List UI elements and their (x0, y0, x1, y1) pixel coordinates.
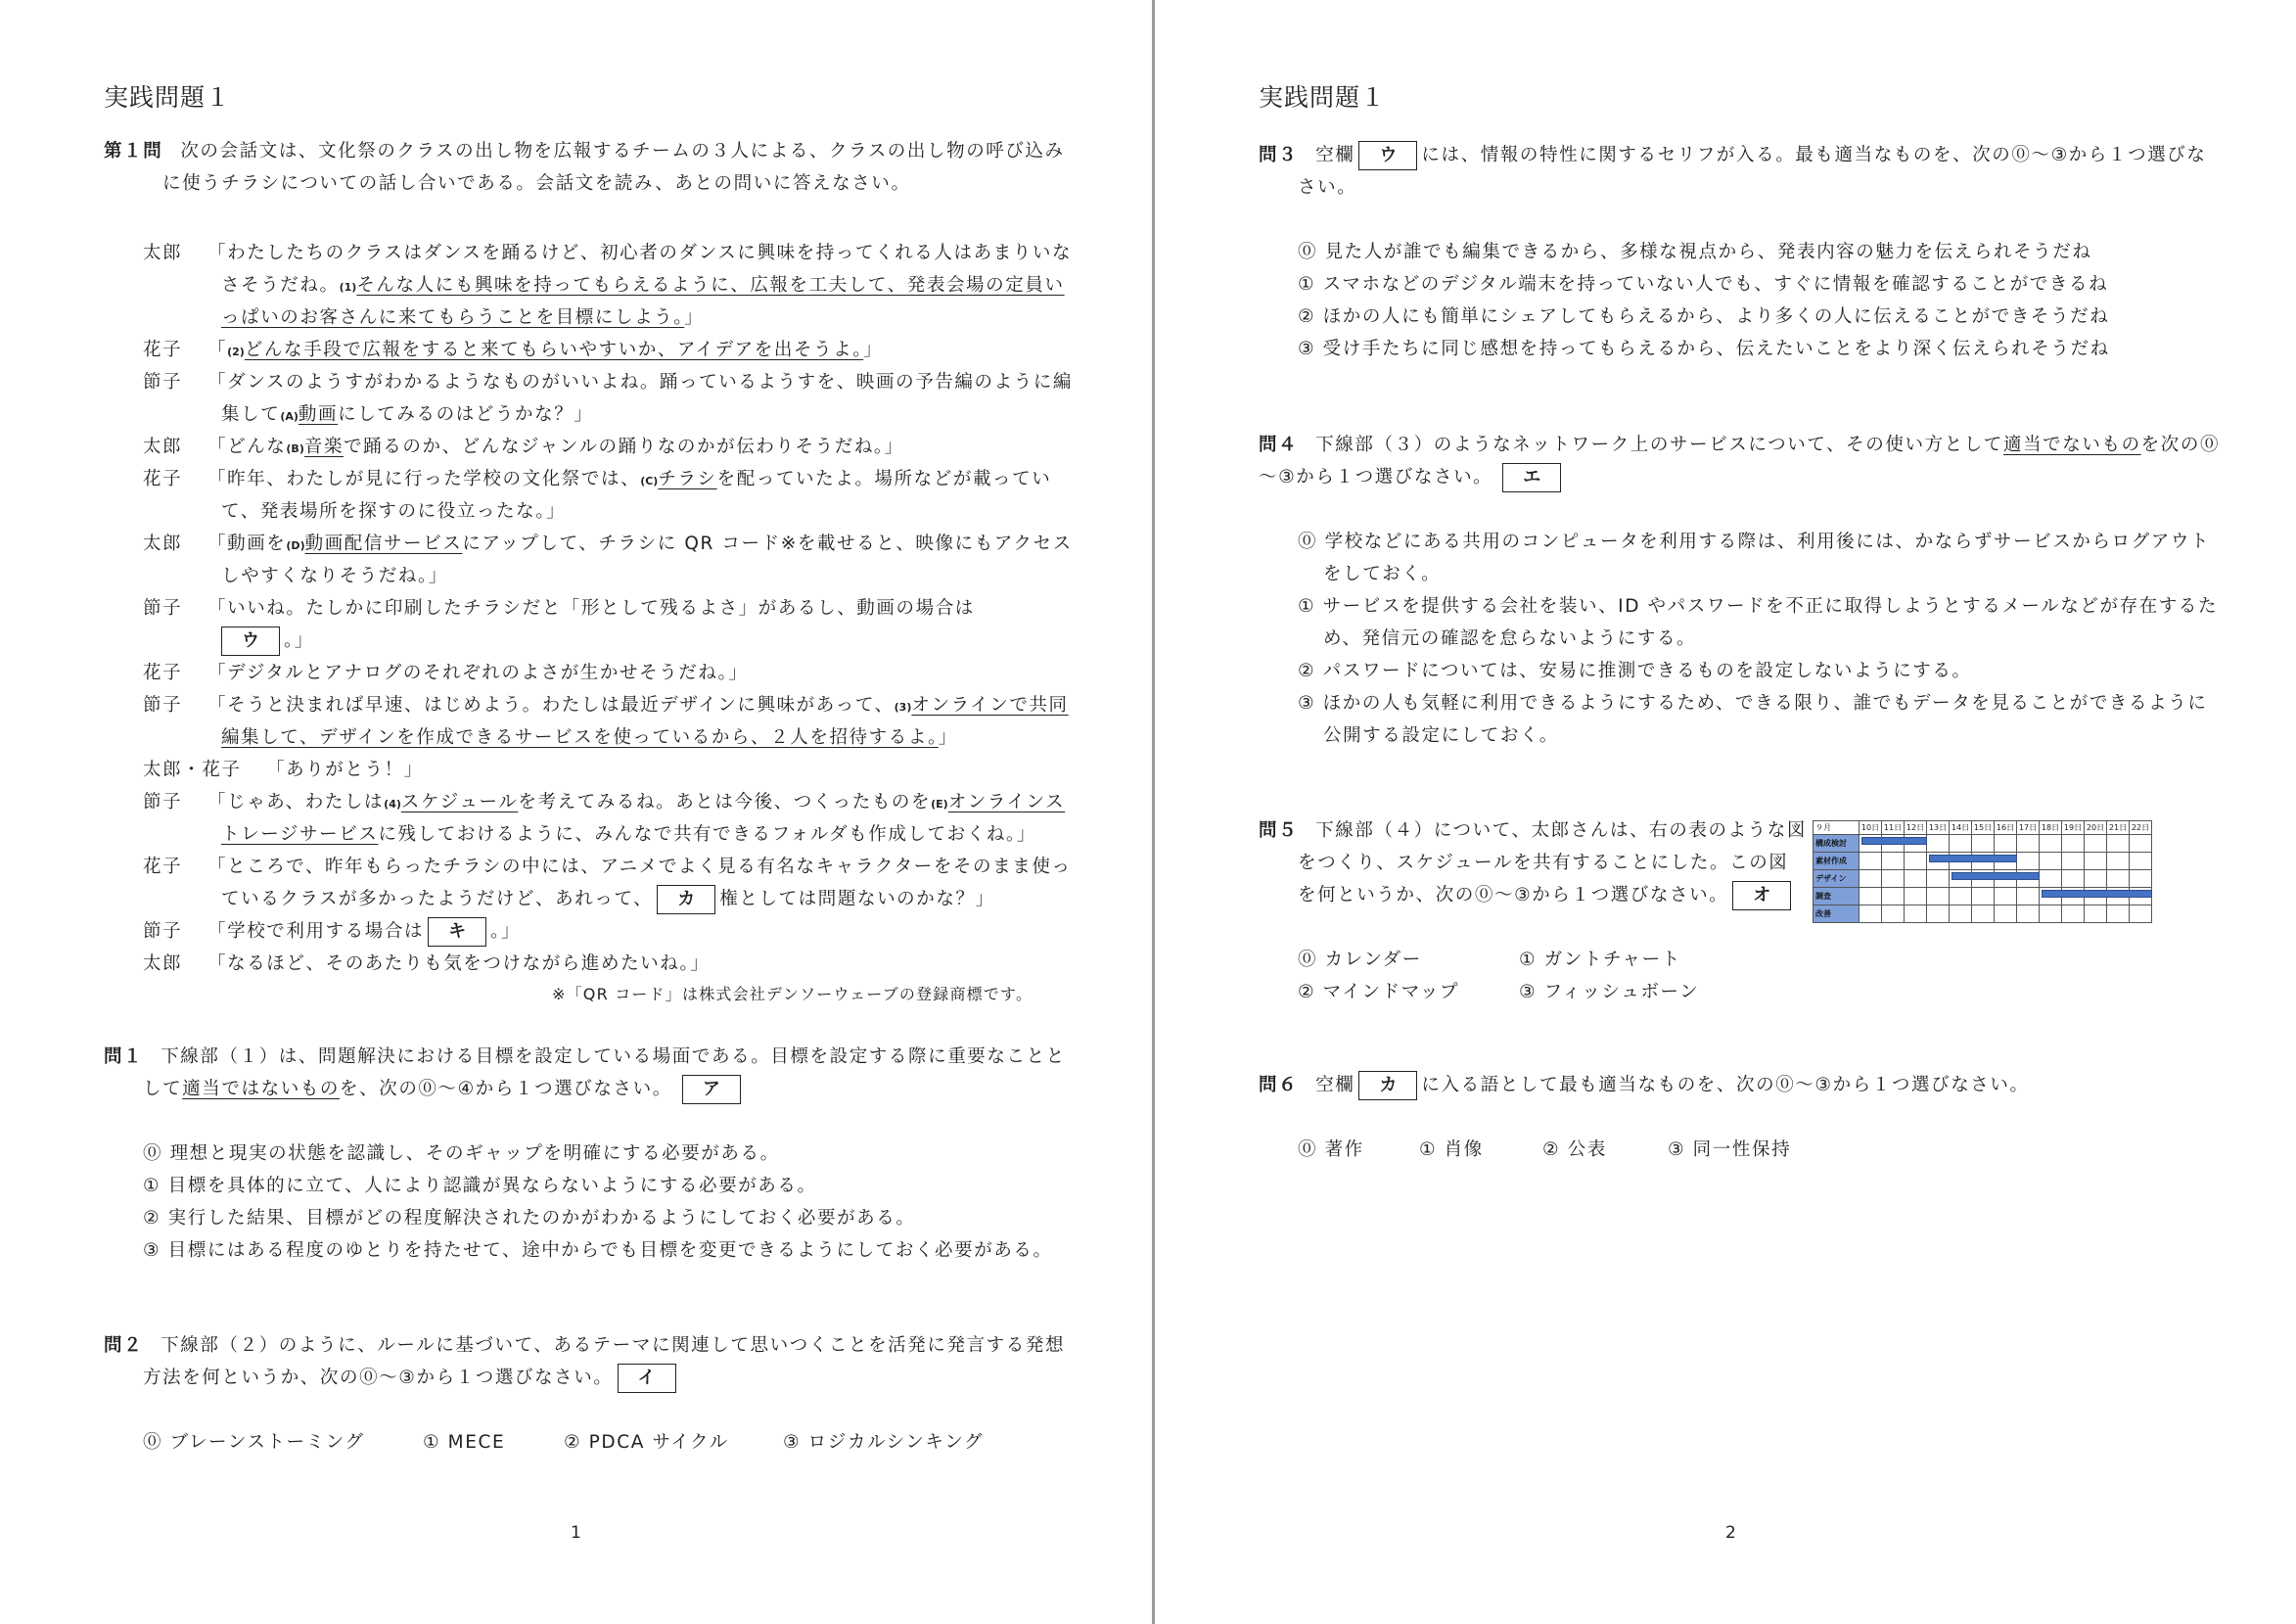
dialogue-speaker: 節子 (143, 792, 183, 812)
intro-line-1: 第１問 次の会話文は、文化祭のクラスの出し物を広報するチームの３人による、クラスの出し物の呼び込み (104, 141, 1065, 162)
dialogue-line: 「なるほど、そのあたりも気をつけながら進めたいね。」 (207, 953, 711, 974)
option-continuation: 公開する設定にしておく。 (1323, 725, 1559, 746)
dialogue-line: 「昨年、わたしが見に行った学校の文化祭では、(C)チラシを配っていたよ。場所などが載ってい (207, 469, 1052, 489)
option[interactable]: ② PDCA サイクル (564, 1432, 729, 1453)
dialogue-line: ウ 。」 (217, 625, 314, 657)
dialogue-speaker: 太郎 (143, 953, 183, 974)
gantt-cell (1905, 905, 1927, 923)
option[interactable]: ① ガントチャート (1519, 950, 1681, 970)
gantt-cell (2130, 835, 2152, 853)
question-line: 問５ 下線部（４）について、太郎さんは、右の表のような図 (1259, 820, 1807, 841)
dialogue-speaker: 太郎 (143, 243, 183, 263)
gantt-month: ９月 (1814, 821, 1860, 835)
gantt-cell (2040, 905, 2062, 923)
gantt-cell (1905, 888, 1927, 905)
option[interactable]: ⓪ 学校などにある共用のコンピュータを利用する際は、利用後には、かならずサービスからログアウト (1298, 532, 2211, 552)
gantt-task-label: デザイン (1814, 870, 1860, 888)
gantt-cell (1995, 905, 2017, 923)
gantt-day-header: 15日 (1972, 821, 1995, 835)
gantt-day-header: 20日 (2085, 821, 2107, 835)
dialogue-line: 「そうと決まれば早速、はじめよう。わたしは最近デザインに興味があって、(3)オンラインで共同 (207, 695, 1069, 716)
gantt-cell (1972, 905, 1995, 923)
dialogue-line: 「ありがとう！」 (266, 760, 424, 780)
gantt-cell (2062, 835, 2085, 853)
underlined-text: トレージサービス (221, 824, 379, 845)
gantt-cell (1972, 888, 1995, 905)
underlined-text: スケジュール (400, 792, 519, 812)
gantt-cell (1927, 870, 1950, 888)
option[interactable]: ⓪ 著作 (1298, 1139, 1364, 1160)
gantt-cell (1972, 835, 1995, 853)
underlined-text: 編集して、デザインを作成できるサービスを使っているから、２人を招待するよ。 (221, 727, 939, 748)
gantt-cell (1905, 853, 1927, 870)
option[interactable]: ③ 受け手たちに同じ感想を持ってもらえるから、伝えたいことをより深く伝えられそうだね (1298, 339, 2110, 359)
dialogue-line: 編集して、デザインを作成できるサービスを使っているから、２人を招待するよ。」 (221, 727, 958, 748)
dialogue-line: 「どんな(B)音楽で踊るのか、どんなジャンルの踊りなのかが伝わりそうだね。」 (207, 437, 904, 457)
gantt-header-row (1814, 821, 2152, 835)
question-label: 問６ (1259, 1075, 1299, 1095)
answer-box-e[interactable]: エ (1502, 463, 1561, 492)
dialogue-line: 「(2)どんな手段で広報をすると来てもらいやすいか、アイデアを出そうよ。」 (207, 340, 884, 360)
gantt-cell (1882, 853, 1905, 870)
option[interactable]: ② 実行した結果、目標がどの程度解決されたのかがわかるようにしておく必要がある。 (143, 1208, 916, 1229)
underline-marker: (3) (894, 701, 912, 714)
underline-marker: (C) (640, 475, 659, 487)
question-label: 第１問 (104, 141, 163, 162)
dialogue-speaker: 花子 (143, 857, 183, 877)
dialogue-line: 「学校で利用する場合は キ 。」 (207, 915, 521, 948)
gantt-cell (2085, 853, 2107, 870)
answer-box-i[interactable]: イ (618, 1364, 676, 1393)
dialogue-line: トレージサービスに残しておけるように、みんなで共有できるフォルダも作成しておくね。」 (221, 824, 1036, 845)
option[interactable]: ③ ロジカルシンキング (783, 1432, 985, 1453)
answer-box-u[interactable]: ウ (221, 626, 280, 656)
dialogue-speaker: 太郎 (143, 534, 183, 554)
dialogue-line: さそうだね。(1)そんな人にも興味を持ってもらえるように、広報を工夫して、発表会場の定員い (221, 275, 1065, 296)
dialogue-line: 「動画を(D)動画配信サービスにアップして、チラシに QR コード※を載せると、映像にもアクセス (207, 534, 1073, 554)
gantt-cell (2107, 835, 2130, 853)
gantt-cell (1905, 870, 1927, 888)
dialogue-speaker: 節子 (143, 372, 183, 393)
option[interactable]: ① 肖像 (1419, 1139, 1484, 1160)
underline-marker: (B) (286, 442, 304, 455)
gantt-cell (2017, 853, 2040, 870)
underlined-text: 動画 (298, 404, 339, 425)
option[interactable]: ⓪ 見た人が誰でも編集できるから、多様な視点から、発表内容の魅力を伝えられそうだね (1298, 242, 2092, 262)
dialogue-line: 「じゃあ、わたしは(4)スケジュールを考えてみるね。あとは今後、つくったものを(E)オンラインス (207, 792, 1066, 812)
underlined-text: オンラインス (947, 792, 1066, 812)
dialogue-line: しやすくなりそうだね。」 (221, 566, 448, 586)
answer-box-a[interactable]: ア (682, 1075, 741, 1104)
underlined-text: 適当ではないもの (182, 1079, 341, 1099)
underline-marker: (E) (931, 798, 948, 811)
gantt-cell (1950, 905, 1972, 923)
gantt-day-header: 21日 (2107, 821, 2130, 835)
gantt-cell (2130, 870, 2152, 888)
gantt-cell (1927, 888, 1950, 905)
underline-marker: (2) (227, 346, 245, 358)
gantt-day-header: 14日 (1950, 821, 1972, 835)
page-number: 1 (571, 1523, 581, 1543)
gantt-cell (1995, 835, 2017, 853)
question-line: 〜③から１つ選びなさい。 エ (1259, 461, 1565, 493)
gantt-cell (2062, 870, 2085, 888)
dialogue-speaker: 花子 (143, 340, 183, 360)
gantt-day-header: 16日 (1995, 821, 2017, 835)
option[interactable]: ③ フィッシュボーン (1519, 982, 1700, 1002)
gantt-cell (2085, 835, 2107, 853)
underlined-text: 適当でないもの (2002, 435, 2141, 455)
gantt-cell (1860, 888, 1882, 905)
gantt-cell (2017, 835, 2040, 853)
question-line: をつくり、スケジュールを共有することにした。この図 (1298, 853, 1789, 873)
footnote: ※「QR コード」は株式会社デンソーウェーブの登録商標です。 (552, 985, 1033, 1003)
option[interactable]: ② マインドマップ (1298, 982, 1460, 1002)
underline-marker: (4) (384, 798, 401, 811)
gantt-day-header: 12日 (1905, 821, 1927, 835)
dialogue-line: っぱいのお客さんに来てもらうことを目標にしよう。」 (221, 307, 705, 328)
underlined-text: そんな人にも興味を持ってもらえるように、広報を工夫して、発表会場の定員い (356, 275, 1065, 296)
gantt-bar (1929, 855, 2017, 862)
gantt-day-header: 18日 (2040, 821, 2062, 835)
gantt-bar (1861, 837, 1927, 845)
question-line: を何というか、次の⓪〜③から１つ選びなさい。 オ (1298, 879, 1795, 911)
option[interactable]: ③ 同一性保持 (1668, 1139, 1792, 1160)
gantt-cell (1927, 835, 1950, 853)
dialogue-line: 集して(A)動画にしてみるのはどうかな？」 (221, 404, 594, 425)
option[interactable]: ① MECE (423, 1432, 506, 1453)
question-line: 問２ 下線部（２）のように、ルールに基づいて、あるテーマに関連して思いつくことを活発に発言する発想 (104, 1335, 1066, 1356)
question-label: 問３ (1259, 145, 1299, 165)
option[interactable]: ⓪ 理想と現実の状態を認識し、そのギャップを明確にする必要がある。 (143, 1143, 780, 1164)
gantt-cell (2107, 870, 2130, 888)
underlined-text: オンラインで共同 (911, 695, 1069, 716)
gantt-task-label: 素材作成 (1814, 853, 1860, 870)
dialogue-line: 「ダンスのようすがわかるようなものがいいよね。踊っているようすを、映画の予告編のように編 (207, 372, 1074, 393)
gantt-cell (1882, 905, 1905, 923)
option-continuation: め、発信元の確認を怠らないようにする。 (1323, 628, 1697, 649)
underline-marker: (1) (339, 281, 357, 294)
underlined-text: どんな手段で広報をすると来てもらいやすいか、アイデアを出そうよ。 (244, 340, 864, 360)
gantt-cell (1927, 905, 1950, 923)
gantt-cell (2062, 905, 2085, 923)
question-line: して適当ではないものを、次の⓪〜④から１つ選びなさい。 ア (143, 1073, 745, 1105)
gantt-cell (2017, 905, 2040, 923)
gantt-day-header: 17日 (2017, 821, 2040, 835)
gantt-cell (1882, 888, 1905, 905)
option[interactable]: ⓪ ブレーンストーミング (143, 1432, 365, 1453)
answer-box-ki[interactable]: キ (428, 917, 486, 947)
question-line: 問３ 空欄 ウ には、情報の特性に関するセリフが入る。最も適当なものを、次の⓪〜③から１つ選びな (1259, 139, 2207, 171)
gantt-cell (2040, 870, 2062, 888)
underlined-text: 動画配信サービス (304, 534, 463, 554)
gantt-day-header: 11日 (1882, 821, 1905, 835)
answer-box-ka[interactable]: カ (1358, 1071, 1417, 1100)
gantt-cell (1860, 905, 1882, 923)
question-label: 問５ (1259, 820, 1299, 841)
option[interactable]: ② 公表 (1542, 1139, 1607, 1160)
dialogue-line: 「デジタルとアナログのそれぞれのよさが生かせそうだね。」 (207, 663, 749, 683)
gantt-day-header: 10日 (1860, 821, 1882, 835)
gantt-day-header: 19日 (2062, 821, 2085, 835)
gantt-task-row (1814, 905, 2152, 923)
dialogue-line: 「わたしたちのクラスはダンスを踊るけど、初心者のダンスに興味を持ってくれる人はあまりいな (207, 243, 1073, 263)
dialogue-speaker: 節子 (143, 598, 183, 619)
underline-marker: (A) (280, 410, 298, 423)
dialogue-speaker: 花子 (143, 469, 183, 489)
dialogue-line: 「ところで、昨年もらったチラシの中には、アニメでよく見る有名なキャラクターをそのまま使っ (207, 857, 1072, 877)
gantt-cell (1882, 870, 1905, 888)
gantt-cell (2040, 835, 2062, 853)
gantt-cell (1860, 870, 1882, 888)
dialogue-speaker: 節子 (143, 695, 183, 716)
page-number: 2 (1725, 1523, 1736, 1543)
underline-marker: (D) (286, 539, 305, 552)
dialogue-speaker: 太郎・花子 (143, 760, 242, 780)
gantt-cell (1860, 853, 1882, 870)
option[interactable]: ① 目標を具体的に立て、人により認識が異ならないようにする必要がある。 (143, 1176, 817, 1196)
option[interactable]: ③ 目標にはある程度のゆとりを持たせて、途中からでも目標を変更できるようにしておく必要がある。 (143, 1240, 1053, 1261)
underlined-text: チラシ (658, 469, 717, 489)
gantt-cell (2085, 905, 2107, 923)
gantt-chart (1813, 820, 2152, 923)
underlined-text: 音楽 (303, 437, 344, 457)
gantt-task-label: 改善 (1814, 905, 1860, 923)
answer-box-u[interactable]: ウ (1358, 141, 1417, 170)
gantt-cell (2062, 853, 2085, 870)
gantt-cell (1950, 888, 1972, 905)
gantt-cell (2040, 853, 2062, 870)
dialogue-line: て、発表場所を探すのに役立ったな。」 (221, 501, 567, 522)
option[interactable]: ① スマホなどのデジタル端末を持っていない人でも、すぐに情報を確認することができるね (1298, 274, 2109, 295)
dialogue-speaker: 太郎 (143, 437, 183, 457)
gantt-cell (1995, 888, 2017, 905)
question-label: 問２ (104, 1335, 144, 1356)
gantt-bar (2042, 890, 2152, 898)
gantt-day-header: 22日 (2130, 821, 2152, 835)
option[interactable]: ③ ほかの人も気軽に利用できるようにするため、できる限り、誰でもデータを見ることができるように (1298, 693, 2208, 714)
page-2 (1155, 0, 2296, 1624)
gantt-cell (2107, 905, 2130, 923)
gantt-cell (2017, 888, 2040, 905)
question-line: 方法を何というか、次の⓪〜③から１つ選びなさい。 イ (143, 1362, 680, 1394)
option[interactable]: ② パスワードについては、安易に推測できるものを設定しないようにする。 (1298, 661, 1972, 681)
option-continuation: をしておく。 (1323, 564, 1442, 584)
gantt-cell (1950, 835, 1972, 853)
question-line: さい。 (1298, 177, 1357, 198)
answer-box-ka[interactable]: カ (657, 885, 715, 914)
gantt-cell (2107, 853, 2130, 870)
dialogue-line: 「いいね。たしかに印刷したチラシだと「形として残るよさ」があるし、動画の場合は (207, 598, 975, 619)
intro-line-2: に使うチラシについての話し合いである。会話文を読み、あとの問いに答えなさい。 (162, 173, 911, 194)
gantt-bar (1952, 872, 2040, 880)
question-line: 問１ 下線部（１）は、問題解決における目標を設定している場面である。目標を設定する際に重要なことと (104, 1046, 1066, 1067)
answer-box-o[interactable]: オ (1732, 881, 1791, 910)
option[interactable]: ⓪ カレンダー (1298, 950, 1422, 970)
gantt-cell (2085, 870, 2107, 888)
page-title: 実践問題１ (104, 83, 232, 112)
question-line: 問６ 空欄 カ に入る語として最も適当なものを、次の⓪〜③から１つ選びなさい。 (1259, 1069, 2030, 1101)
gantt-cell (2130, 905, 2152, 923)
dialogue-speaker: 花子 (143, 663, 183, 683)
dialogue-speaker: 節子 (143, 921, 183, 942)
question-label: 問１ (104, 1046, 144, 1067)
option[interactable]: ② ほかの人にも簡単にシェアしてもらえるから、より多くの人に伝えることができそうだね (1298, 306, 2110, 327)
question-label: 問４ (1259, 435, 1299, 455)
question-line: 問４ 下線部（３）のようなネットワーク上のサービスについて、その使い方として適当でないものを次の⓪ (1259, 435, 2221, 455)
gantt-day-header: 13日 (1927, 821, 1950, 835)
underlined-text: っぱいのお客さんに来てもらうことを目標にしよう。 (221, 307, 685, 328)
gantt-task-label: 調査 (1814, 888, 1860, 905)
gantt-cell (2130, 853, 2152, 870)
gantt-task-label: 構成検討 (1814, 835, 1860, 853)
dialogue-line: ているクラスが多かったようだけど、あれって、 カ 権としては問題ないのかな？」 (221, 883, 995, 915)
page-title: 実践問題１ (1259, 83, 1387, 112)
option[interactable]: ① サービスを提供する会社を装い、ID やパスワードを不正に取得しようとするメールなどが存在するた (1298, 596, 2219, 617)
